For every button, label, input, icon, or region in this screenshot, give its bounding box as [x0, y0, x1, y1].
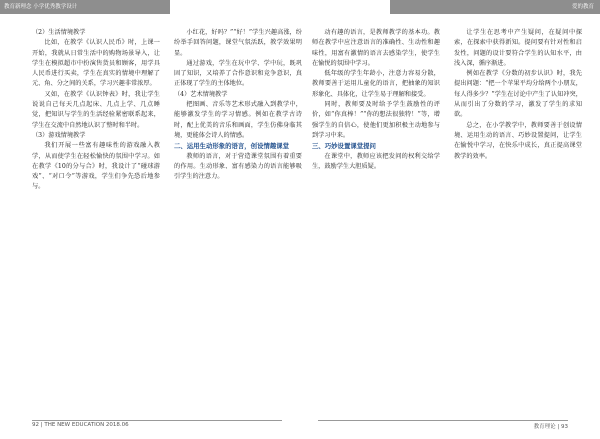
page-header	[0, 0, 600, 14]
paragraph: 比如，在教学《认识人民币》时，上课一开始，我就从日常生活中的购物场景导入，让学生在模拟超市中扮演售货员和顾客，用学具人民币进行买卖，学生在真实的情境中理解了元、角、分之间的关系，学习兴趣非常浓厚。	[32, 39, 160, 88]
paragraph: 通过游戏，学生在玩中学、学中玩，既巩固了知识，又培养了合作意识和竞争意识，真正体现了学生的主体地位。	[174, 59, 302, 88]
section-heading: （4）艺术情境教学	[174, 90, 228, 98]
page-footer	[0, 420, 600, 432]
right-page-column-1	[312, 28, 440, 410]
paragraph: 低年级的学生年龄小，注意力容易分散，教师要善于运用儿童化的语言，把抽象的知识形象化、具体化，让学生易于理解和接受。	[312, 70, 440, 98]
paragraph: 在课堂中，教师应该把发问的权利交给学生，鼓励学生大胆质疑。	[312, 152, 440, 170]
left-page	[32, 28, 302, 410]
paragraph: 总之，在小学教学中，教师要善于创设情境、运用生动的语言、巧妙设置提问，让学生在愉悦中学习，在快乐中成长，真正提高课堂教学的效率。	[454, 121, 582, 160]
paragraph: 例如在教学《分数的初步认识》时，我先提出问题：“把一个苹果平均分给两个小朋友，每人得多少？”学生在讨论中产生了认知冲突，从而引出了分数的学习，激发了学生的求知欲。	[454, 70, 582, 119]
section-heading: 二、运用生动形象的语言，创设情趣课堂	[174, 142, 290, 151]
section-heading: 三、巧妙设置课堂提问	[312, 142, 376, 151]
paragraph: 我们开展一些富有趣味性的游戏融入教学，从而使学生在轻松愉快的氛围中学习。如在教学《10的分与合》时，我设计了“碰球游戏”、“对口令”等游戏，学生们争先恐后地参与。	[32, 142, 160, 191]
right-page-column-2	[454, 28, 582, 410]
paragraph: 又如，在教学《认识钟表》时，我让学生说说自己每天几点起床、几点上学、几点睡觉，把知识与学生的生活经验紧密联系起来，学生在交流中自然地认识了整时和半时。	[32, 90, 160, 129]
paragraph: 教师的语言，对于营造课堂氛围有着重要的作用。生动形象、富有感染力的语言能够吸引学生的注意力。	[174, 152, 302, 181]
paragraph: 动有趣的语言，是教师教学的基本功。教师在教学中应注意语言的准确性、生动性和趣味性，用富有激情的语言去感染学生，使学生在愉悦的氛围中学习。	[312, 29, 440, 67]
footer-rule-right	[318, 420, 568, 421]
right-page	[312, 28, 582, 410]
left-page-column-1	[32, 28, 160, 410]
header-right-banner: 爱的教育	[390, 0, 600, 14]
section-heading: （2）生活情境教学	[32, 29, 86, 36]
section-heading: （3）游戏情境教学	[32, 131, 86, 139]
footer-right-page-number: 教育理论 | 93	[533, 424, 568, 430]
header-left-banner: 教育新理念 小学优秀教学设计	[0, 0, 170, 14]
paragraph: 同时，教师要及时给予学生鼓励性的评价，如“你真棒！”“你的想法很独特！”等，增强学生的自信心，使他们更加积极主动地参与到学习中来。	[312, 101, 440, 139]
paragraph: 把图画、音乐等艺术形式融入到教学中，能够激发学生的学习情感。例如在教学古诗时，配上优美的音乐和画面，学生仿佛身临其境，更能体会诗人的情感。	[174, 101, 302, 139]
paragraph: 让学生在思考中产生疑问，在疑问中探索，在探索中获得新知。提问要有针对性和启发性，问题的设计要符合学生的认知水平，由浅入深，循序渐进。	[454, 29, 582, 67]
paragraph: 小红花，好吗？”“好！”学生兴趣高涨，纷纷举手回答问题，课堂气氛活跃，教学效果明显。	[174, 29, 302, 57]
footer-left-page-number: 92 | THE NEW EDUCATION 2018.06	[32, 422, 129, 428]
footer-rule-left	[32, 420, 282, 421]
left-page-column-2	[174, 28, 302, 410]
